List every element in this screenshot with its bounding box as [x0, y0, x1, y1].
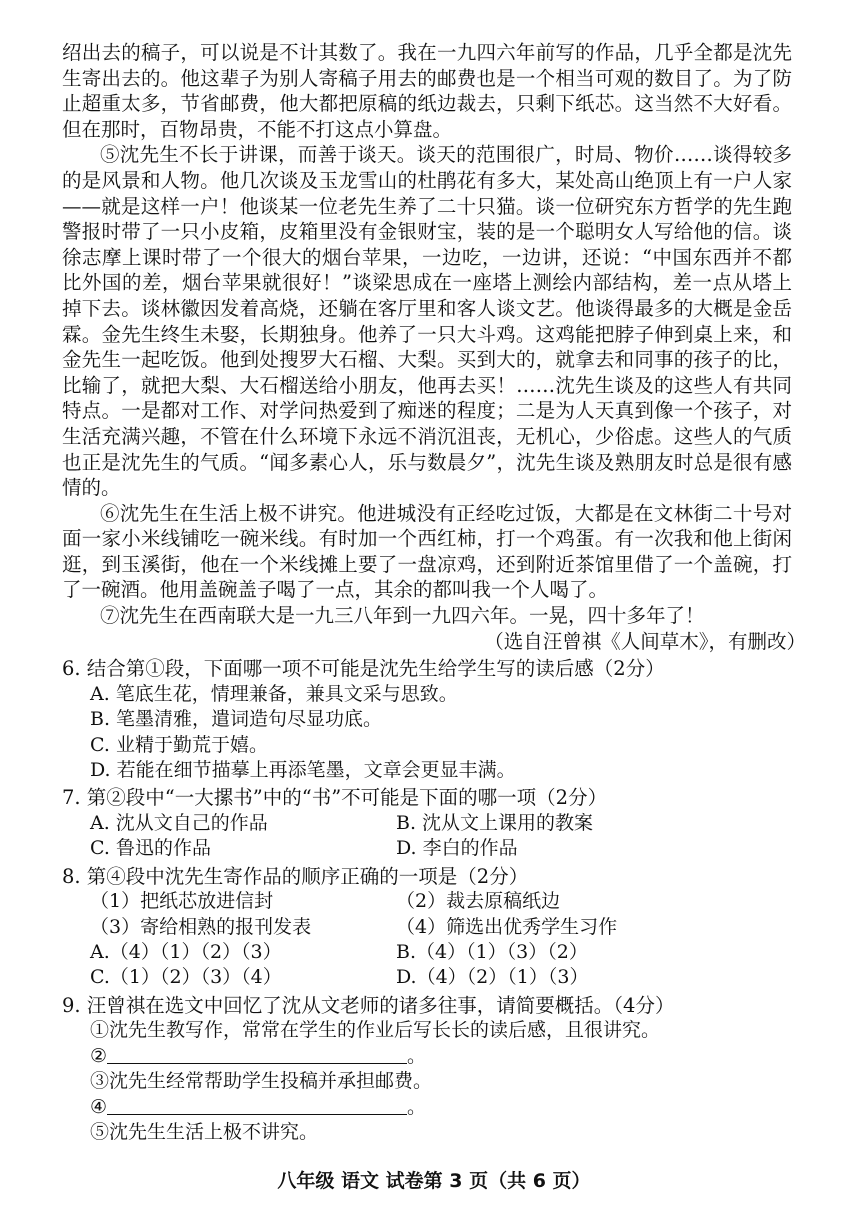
question-8-option-c: C.（1）（2）（3）（4）	[90, 966, 282, 989]
passage-paragraph-7: ⑦沈先生在西南联大是一九三八年到一九四六年。一晃，四十多年了！	[100, 604, 705, 628]
question-9-item-1: ①沈先生教写作，常常在学生的作业后写长长的读后感，且很讲究。	[90, 1019, 661, 1042]
passage-source: （选自汪曾祺《人间草木》，有删改）	[484, 629, 806, 653]
question-9-item-2-number: ②	[90, 1044, 108, 1067]
question-6-option-a: A. 笔底生花，情理兼备，兼具文采与思致。	[90, 682, 458, 705]
answer-blank-4[interactable]	[107, 1096, 407, 1115]
question-8-option-a: A.（4）（1）（2）（3）	[90, 941, 282, 963]
exam-page	[62, 40, 806, 1145]
passage-paragraph-6: ⑥沈先生在生活上极不讲究。他进城没有正经吃过饭，大都是在文林街二十号对面一家小米线铺吃一碗米线。有时加一个西红柿，打一个鸡蛋。有一次我和他上街闲逛，到玉溪街，他在一个米线摊上要了一盘凉鸡，还到附近茶馆里借了一个盖碗，打了一碗酒。他用盖碗盖子喝了一点，其余的都叫我一个人喝了。	[62, 501, 792, 602]
question-7-option-d: D. 李白的作品	[396, 837, 518, 860]
question-8-option-d: D.（4）（2）（1）（3）	[396, 966, 589, 989]
question-8-options-row-1	[90, 940, 792, 965]
question-9-stem: 9. 汪曾祺在选文中回忆了沈从文老师的诸多往事，请简要概括。（4分）	[62, 993, 675, 1017]
question-9-item-4	[90, 1095, 792, 1120]
question-8-options-row-2	[90, 965, 792, 990]
question-7	[62, 785, 792, 861]
question-8-step-4: （4）筛选出优秀学生习作	[396, 915, 618, 938]
question-9-item-4-period: 。	[407, 1095, 427, 1118]
question-8	[62, 864, 792, 991]
question-8-step-3: （3）寄给相熟的报刊发表	[90, 915, 312, 938]
question-8-step-1: （1）把纸芯放进信封	[90, 890, 274, 913]
question-7-option-b: B. 沈从文上课用的教案	[396, 811, 594, 834]
question-8-step-2: （2）裁去原稿纸边	[396, 890, 561, 913]
question-9-item-5: ⑤沈先生生活上极不讲究。	[90, 1120, 319, 1143]
question-6-stem: 6. 结合第①段，下面哪一项不可能是沈先生给学生写的读后感（2分）	[62, 657, 665, 681]
page-footer: 八年级 语文 试卷第 3 页（共 6 页）	[277, 1170, 591, 1192]
question-8-stem: 8. 第④段中沈先生寄作品的顺序正确的一项是（2分）	[62, 864, 529, 888]
question-6	[62, 656, 792, 783]
question-6-option-c: C. 业精于勤荒于嬉。	[90, 733, 268, 756]
question-8-steps-row-1	[90, 889, 792, 914]
question-8-option-b: B.（4）（1）（3）（2）	[396, 941, 588, 963]
question-9-item-2	[90, 1044, 792, 1069]
question-7-stem: 7. 第②段中“一大摞书”中的“书”不可能是下面的哪一项（2分）	[62, 786, 608, 810]
question-8-steps-row-2	[90, 915, 792, 940]
question-7-options-row-2	[90, 836, 792, 861]
question-9-item-2-period: 。	[407, 1044, 427, 1067]
question-9-item-3: ③沈先生经常帮助学生投稿并承担邮费。	[90, 1070, 433, 1093]
question-6-option-b: B. 笔墨清雅，遣词造句尽显功底。	[90, 708, 383, 731]
passage-paragraph-4-continued: 绍出去的稿子，可以说是不计其数了。我在一九四六年前写的作品，几乎全都是沈先生寄出去的。他这辈子为别人寄稿子用去的邮费也是一个相当可观的数目了。为了防止超重太多，节省邮费，他大都把原稿的纸边裁去，只剩下纸芯。这当然不大好看。但在那时，百物昂贵，不能不打这点小算盘。	[62, 41, 792, 141]
question-9-item-4-number: ④	[90, 1095, 108, 1118]
question-9	[62, 993, 792, 1146]
answer-blank-2[interactable]	[107, 1045, 407, 1064]
question-6-option-d: D. 若能在细节描摹上再添笔墨，文章会更显丰满。	[90, 758, 516, 781]
passage-paragraph-5: ⑤沈先生不长于讲课，而善于谈天。谈天的范围很广，时局、物价……谈得较多的是风景和人物。他几次谈及玉龙雪山的杜鹃花有多大，某处高山绝顶上有一户人家——就是这样一户！他谈某一位老先生养了二十只猫。谈一位研究东方哲学的先生跑警报时带了一只小皮箱，皮箱里没有金银财宝，装的是一个聪明女人写给他的信。谈徐志摩上课时带了一个很大的烟台苹果，一边吃，一边讲，还说：“中国东西并不都比外国的差，烟台苹果就很好！”谈梁思成在一座塔上测绘内部结构，差一点从塔上掉下去。谈林徽因发着高烧，还躺在客厅里和客人谈文艺。他谈得最多的大概是金岳霖。金先生终生未娶，长期独身。他养了一只大斗鸡。这鸡能把脖子伸到桌上来，和金先生一起吃饭。他到处搜罗大石榴、大梨。买到大的，就拿去和同事的孩子的比，比输了，就把大梨、大石榴送给小朋友，他再去买！……沈先生谈及的这些人有共同特点。一是都对工作、对学问热爱到了痴迷的程度；二是为人天真到像一个孩子，对生活充满兴趣，不管在什么环境下永远不消沉沮丧，无机心，少俗虑。这些人的气质也正是沈先生的气质。“闻多素心人，乐与数晨夕”，沈先生谈及熟朋友时总是很有感情的。	[62, 143, 792, 500]
question-7-option-a: A. 沈从文自己的作品	[90, 811, 268, 834]
question-7-option-c: C. 鲁迅的作品	[90, 837, 211, 860]
question-7-options-row-1	[90, 811, 792, 836]
